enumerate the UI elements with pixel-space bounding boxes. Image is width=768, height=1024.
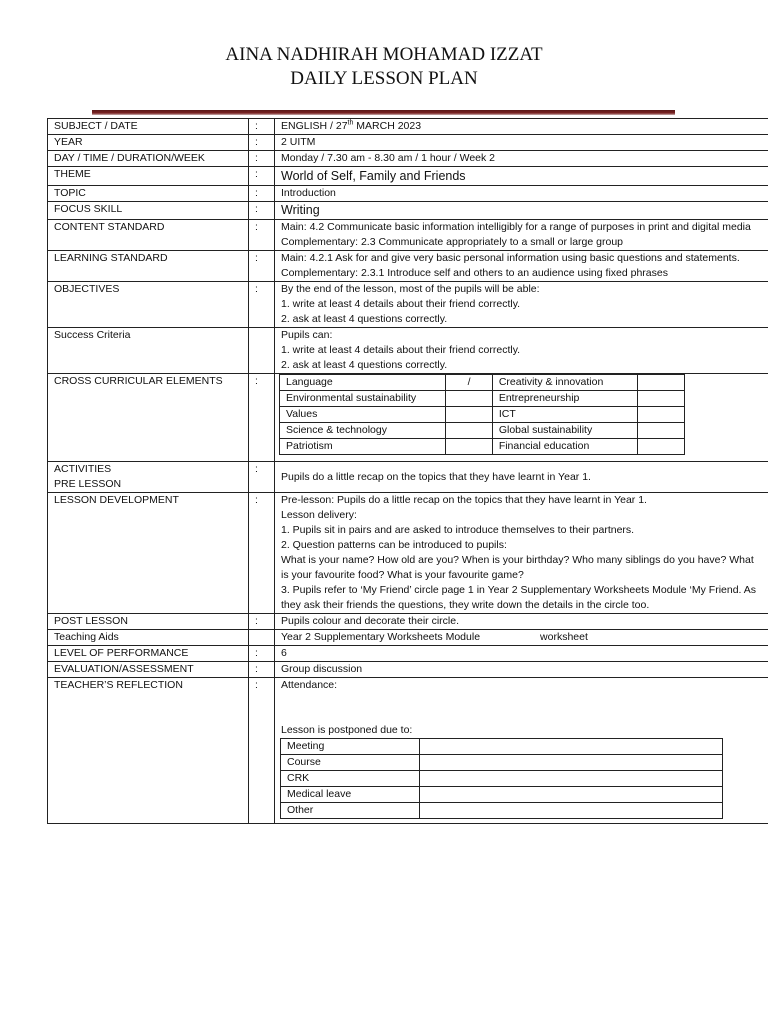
row-label: EVALUATION/ASSESSMENT [48,662,249,678]
table-row [281,739,723,755]
colon-empty [249,630,275,646]
reason-field [420,755,723,771]
table-row [280,439,685,455]
row-label: YEAR [48,135,249,151]
date-text: MARCH 2023 [353,120,422,132]
header-divider [92,110,675,115]
table-row [48,630,768,646]
table-row [48,662,768,678]
development-line: Lesson delivery: [281,509,357,521]
table-row [280,407,685,423]
row-label: OBJECTIVES [48,282,249,328]
colon: : [249,151,275,167]
activities-label: ACTIVITIES [54,463,112,475]
development-line: Pre-lesson: Pupils do a little recap on the topics that they have learnt in Year 1. [281,494,647,506]
reason-label: CRK [281,771,420,787]
teaching-aids-value [275,630,768,646]
objective-line: 1. write at least 4 details about their friend correctly. [281,298,521,310]
success-criteria-value [275,328,768,374]
colon: : [249,251,275,282]
development-line: What is your name? How old are you? When is your birthday? Who many siblings do you have? What is your favourite food? What is your favourite game? [281,554,754,581]
table-row [281,803,723,819]
table-row [48,678,768,824]
attendance-label: Attendance: [281,679,338,691]
table-row [48,119,768,135]
table-row [48,614,768,630]
element-mark [638,423,685,439]
row-label: FOCUS SKILL [48,202,249,220]
row-label: LESSON DEVELOPMENT [48,493,249,614]
subject-text: ENGLISH / 27 [281,120,348,132]
reason-label: Course [281,755,420,771]
element-name: Patriotism [280,439,446,455]
table-row [48,328,768,374]
table-row [48,374,768,462]
table-row [48,462,768,493]
reason-field [420,803,723,819]
table-row [48,167,768,186]
postponed-label: Lesson is postponed due to: [281,724,413,736]
row-label: CROSS CURRICULAR ELEMENTS [48,374,249,462]
objective-line: 2. ask at least 4 questions correctly. [281,313,448,325]
day-time-value: Monday / 7.30 am - 8.30 am / 1 hour / Week 2 [275,151,768,167]
element-mark [638,439,685,455]
reason-field [420,739,723,755]
element-name: Entrepreneurship [492,391,638,407]
table-row [280,375,685,391]
row-label: THEME [48,167,249,186]
table-row [48,493,768,614]
topic-value: Introduction [275,186,768,202]
table-row [48,282,768,328]
objective-line: By the end of the lesson, most of the pupils will be able: [281,283,540,295]
aids-worksheet: worksheet [540,631,588,643]
table-row [48,151,768,167]
criteria-line: Pupils can: [281,329,333,341]
element-name: Science & technology [280,423,446,439]
row-label: DAY / TIME / DURATION/WEEK [48,151,249,167]
criteria-line: 1. write at least 4 details about their friend correctly. [281,344,521,356]
colon: : [249,662,275,678]
colon: : [249,167,275,186]
colon: : [249,282,275,328]
element-name: Financial education [492,439,638,455]
row-label: CONTENT STANDARD [48,220,249,251]
date-suffix: th [347,119,354,127]
post-lesson-value: Pupils colour and decorate their circle. [275,614,768,630]
element-mark [638,407,685,423]
development-line: 3. Pupils refer to ‘My Friend’ circle page 1 in Year 2 Supplementary Worksheets Module ‘My Friend. As they ask their friends the questions, they write down the details in the circle too. [281,584,757,611]
table-row [48,646,768,662]
element-name: Global sustainability [492,423,638,439]
content-complementary: Complementary: 2.3 Communicate appropriately to a small or large group [281,236,623,248]
element-mark [446,423,492,439]
row-label: Teaching Aids [48,630,249,646]
table-row [281,787,723,803]
learning-main: Main: 4.2.1 Ask for and give very basic personal information using basic questions and statements. [281,252,740,264]
reason-label: Medical leave [281,787,420,803]
row-label: Success Criteria [48,328,249,374]
lesson-plan-table [47,118,768,824]
reason-label: Meeting [281,739,420,755]
element-name: Environmental sustainability [280,391,446,407]
subject-date-value [275,119,768,135]
table-row [280,391,685,407]
objectives-value [275,282,768,328]
table-row [48,202,768,220]
row-label: TEACHER’S REFLECTION [48,678,249,824]
document-title: DAILY LESSON PLAN [290,68,478,89]
learning-complementary: Complementary: 2.3.1 Introduce self and others to an audience using fixed phrases [281,267,668,279]
element-name: Values [280,407,446,423]
evaluation-value: Group discussion [275,662,768,678]
colon: : [249,646,275,662]
table-row [280,423,685,439]
element-mark [638,375,685,391]
reason-label: Other [281,803,420,819]
colon: : [249,202,275,220]
criteria-line: 2. ask at least 4 questions correctly. [281,359,448,371]
colon: : [249,614,275,630]
cross-curricular-value [275,374,768,462]
content-standard-value [275,220,768,251]
element-mark [446,407,492,423]
development-line: 2. Question patterns can be introduced to pupils: [281,539,507,551]
reflection-value [275,678,768,824]
element-mark [446,391,492,407]
table-row [48,186,768,202]
element-name: ICT [492,407,638,423]
element-name: Creativity & innovation [492,375,638,391]
teacher-name: AINA NADHIRAH MOHAMAD IZZAT [225,44,543,65]
colon: : [249,186,275,202]
pre-lesson-label: PRE LESSON [54,478,122,490]
reason-field [420,787,723,803]
pre-lesson-value: Pupils do a little recap on the topics that they have learnt in Year 1. [275,462,768,493]
colon: : [249,493,275,614]
cross-curricular-table [279,374,685,455]
postponed-reasons-table [280,738,723,819]
colon: : [249,678,275,824]
row-label: SUBJECT / DATE [48,119,249,135]
reason-field [420,771,723,787]
year-value: 2 UITM [275,135,768,151]
colon: : [249,374,275,462]
table-row [48,220,768,251]
element-mark: / [446,375,492,391]
colon-empty [249,328,275,374]
level-value: 6 [275,646,768,662]
table-row [48,251,768,282]
lesson-development-value [275,493,768,614]
learning-standard-value [275,251,768,282]
content-main: Main: 4.2 Communicate basic information intelligibly for a range of purposes in print and digital media [281,221,751,233]
colon: : [249,462,275,493]
colon: : [249,135,275,151]
element-mark [638,391,685,407]
table-row [281,755,723,771]
table-row [48,135,768,151]
element-mark [446,439,492,455]
row-label: LEVEL OF PERFORMANCE [48,646,249,662]
colon: : [249,119,275,135]
row-label: TOPIC [48,186,249,202]
table-row [281,771,723,787]
focus-skill-value: Writing [275,202,768,220]
development-line: 1. Pupils sit in pairs and are asked to introduce themselves to their partners. [281,524,635,536]
row-label: LEARNING STANDARD [48,251,249,282]
row-label [48,462,249,493]
colon: : [249,220,275,251]
theme-value: World of Self, Family and Friends [275,167,768,186]
element-name: Language [280,375,446,391]
aids-module: Year 2 Supplementary Worksheets Module [281,631,481,643]
row-label: POST LESSON [48,614,249,630]
